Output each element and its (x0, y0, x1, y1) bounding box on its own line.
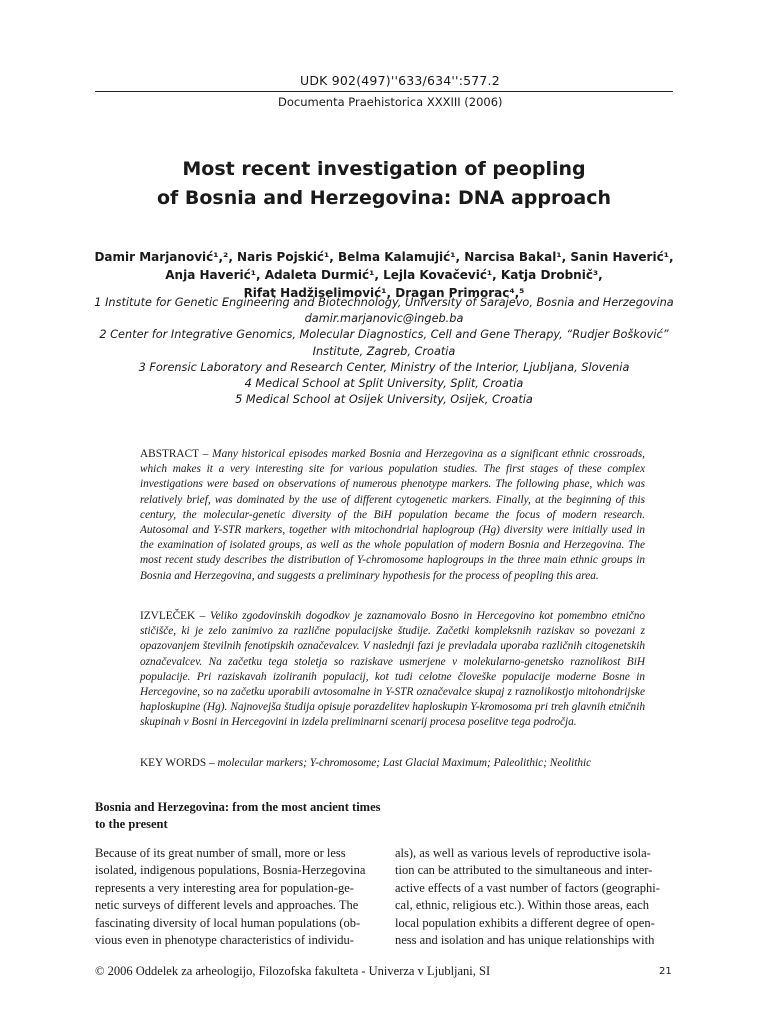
body-line: active effects of a vast number of factors (geographi- (395, 880, 660, 895)
body-line: tion can be attributed to the simultaneous and inter- (395, 863, 653, 878)
affiliation-3: 3 Forensic Laboratory and Research Center, Ministry of the Interior, Ljubljana, Slovenia (138, 360, 630, 374)
body-column-left (95, 845, 375, 949)
abstract-label: ABSTRACT – (140, 448, 213, 460)
authors-line-2: Anja Haverić¹, Adaleta Durmić¹, Lejla Kovačević¹, Katja Drobnič³, (165, 268, 603, 282)
contact-email[interactable]: damir.marjanovic@ingeb.ba (304, 312, 464, 326)
abstract-text: Many historical episodes marked Bosnia and Herzegovina as a significant ethnic crossroads, which makes it a very interesting site for various population studies. The first stages of these complex investigations were based on observations of numerous phenotype markers. The following phase, which was relatively brief, was dominated by the use of different cytogenetic markers. Finally, at the beginning of this century, the molecular-genetic diversity of the BiH population became the focus of modern research. Autosomal and Y-STR markers, together with mitochondrial haplogroup (Hg) diversity were initially used in the examination of isolated groups, as well as the whole population of modern Bosnia and Herzegovina. The most recent study describes the distribution of Y-chromosome haplogroups in the three main ethnic groups in Bosnia and Herzegovina, and suggests a preliminary hypothesis for the process of peopling this area. (140, 448, 646, 582)
authors-line-1: Damir Marjanović¹,², Naris Pojskić¹, Belma Kalamujić¹, Narcisa Bakal¹, Sanin Haverić¹, (94, 250, 674, 264)
affiliations (90, 295, 678, 408)
body-line: netic surveys of different levels and approaches. The (95, 898, 359, 913)
affiliation-2-cont: Institute, Zagreb, Croatia (312, 344, 456, 358)
body-line: fascinating diversity of local human populations (ob- (95, 915, 361, 930)
affiliation-5: 5 Medical School at Osijek University, Osijek, Croatia (235, 393, 533, 407)
keywords (140, 756, 645, 771)
body-line: isolated, indigenous populations, Bosnia-Herzegovina (95, 863, 366, 878)
author-list (80, 248, 688, 302)
keywords-label: KEY WORDS – (140, 757, 218, 769)
body-column-right (395, 845, 675, 949)
body-line: Because of its great number of small, more or less (95, 846, 346, 860)
header-rule (95, 91, 673, 92)
izvlecek-text: Veliko zgodovinskih dogodkov je zaznamovalo Bosno in Hercegovino kot pomembno etnično stičišče, ki je zelo zanimivo za različne populacijske študije. Začetki kompleksnih raziskav so povezani z opazovanjem številnih fenotipskih označevalcev. V naslednji fazi je prevladala uporaba različnih citogenetskih označevalcev. Na začetku tega stoletja so raziskave usmerjene v molekularno-genetsko raznolikost BiH populacije. Pri raziskavah izoliranih populacij, kot tudi celotne človeške populacije moderne Bosne in Hercegovine, so na začetku uporabili avtosomalne in Y-STR označevalce skupaj z raznolikostjo mitohondrijske haploskupine (Hg). Najnovejša študija opisuje porazdelitev haploskupin Y-kromosoma pri treh glavnih etničnih skupinah v Bosni in Hercegovini in izdela preliminarni scenarij procesa poselitve tega področja. (140, 610, 645, 729)
izvlecek-label: IZVLEČEK – (140, 610, 211, 622)
title-line-2: of Bosnia and Herzegovina: DNA approach (156, 187, 612, 209)
copyright-footer: © 2006 Oddelek za arheologijo, Filozofska fakulteta - Univerza v Ljubljani, SI (95, 964, 491, 978)
keywords-text: molecular markers; Y-chromosome; Last Glacial Maximum; Paleolithic; Neolithic (217, 757, 592, 769)
body-line: vious even in phenotype characteristics of individu- (95, 933, 354, 948)
abstract (140, 447, 645, 584)
title-line-1: Most recent investigation of peopling (182, 158, 586, 180)
udk-code: UDK 902(497)''633/634'':577.2 (300, 73, 500, 88)
authors-line-3: Rifat Hadžiselimović¹, Dragan Primorac⁴,⁵ (243, 286, 525, 300)
izvlecek (140, 609, 645, 731)
journal-name: Documenta Praehistorica XXXIII (2006) (278, 95, 503, 109)
body-line: ness and isolation and has unique relationships with (395, 933, 655, 948)
affiliation-2: 2 Center for Integrative Genomics, Molecular Diagnostics, Cell and Gene Therapy, “Rudjer Bošković” (99, 328, 669, 342)
page-number: 21 (659, 966, 672, 977)
body-line: represents a very interesting area for population-ge- (95, 880, 354, 895)
section-heading: Bosnia and Herzegovina: from the most ancient times to the present (95, 800, 381, 831)
affiliation-4: 4 Medical School at Split University, Split, Croatia (244, 377, 524, 391)
body-line: local population exhibits a different degree of open- (395, 915, 655, 930)
paper-title (80, 155, 688, 213)
body-line: cal, ethnic, religious etc.). Within those areas, each (395, 898, 650, 913)
affiliation-1: 1 Institute for Genetic Engineering and Biotechnology, University of Sarajevo, Bosnia and Herzegovina (94, 296, 674, 309)
body-line: als), as well as various levels of reproductive isola- (395, 846, 651, 860)
